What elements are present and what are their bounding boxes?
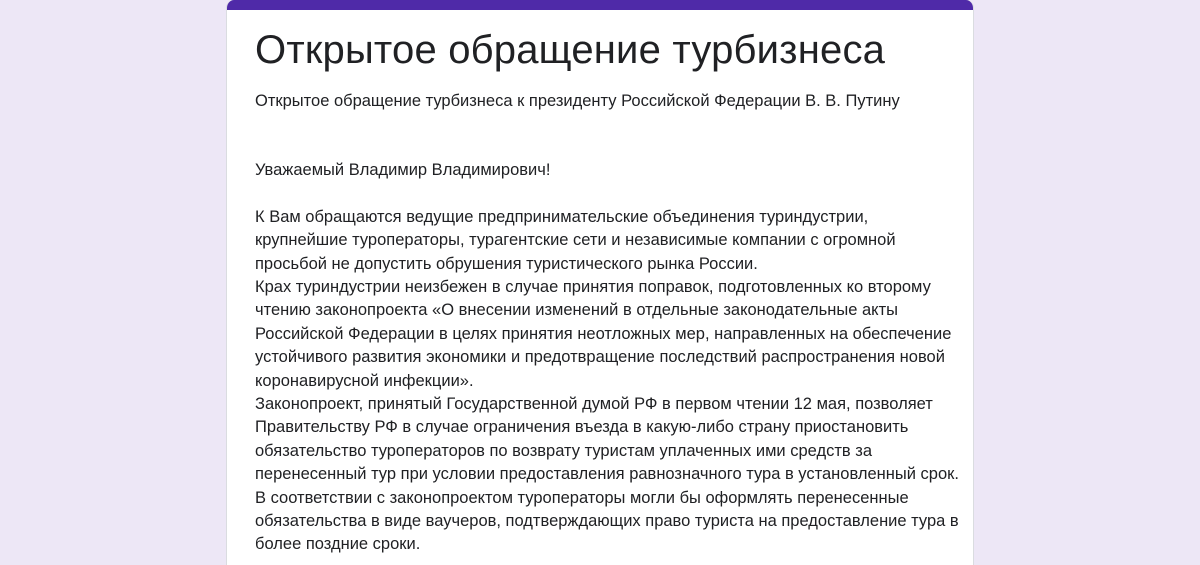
form-accent-bar — [227, 0, 973, 10]
form-subtitle: Открытое обращение турбизнеса к президенту Российской Федерации В. В. Путину — [255, 92, 900, 110]
letter-paragraph: Крах туриндустрии неизбежен в случае принятия поправок, подготовленных ко второму чтению законопроекта «О внесении изменений в отдельные законодательные акты Российской Федерации в целях принятия неотложных мер, направленных на обеспечение устойчивого развития экономики и предотвращение последствий распространения новой коронавирусной инфекции». — [255, 278, 952, 390]
letter-paragraph: К Вам обращаются ведущие предпринимательские объединения туриндустрии, крупнейшие туроператоры, турагентские сети и независимые компании с огромной просьбой не допустить обрушения туристического рынка России. — [255, 207, 896, 273]
paragraph-spacer — [255, 182, 960, 205]
form-title: Открытое обращение турбизнеса — [255, 28, 886, 72]
form-description — [255, 159, 960, 557]
letter-greeting: Уважаемый Владимир Владимирович! — [255, 161, 551, 179]
form-header-card — [226, 0, 974, 565]
letter-paragraph: Законопроект, принятый Государственной думой РФ в первом чтении 12 мая, позволяет Правительству РФ в случае ограничения въезда в какую-либо страну приостановить обязательство туроператоров по возврату туристам уплаченных ими средств за перенесенный тур при условии предоставления равнозначного тура в установленный срок. В соответствии с законопроектом туроператоры могли бы оформлять перенесенные обязательства в виде ваучеров, подтверждающих право туриста на предоставление тура в более поздние сроки. — [255, 395, 959, 554]
